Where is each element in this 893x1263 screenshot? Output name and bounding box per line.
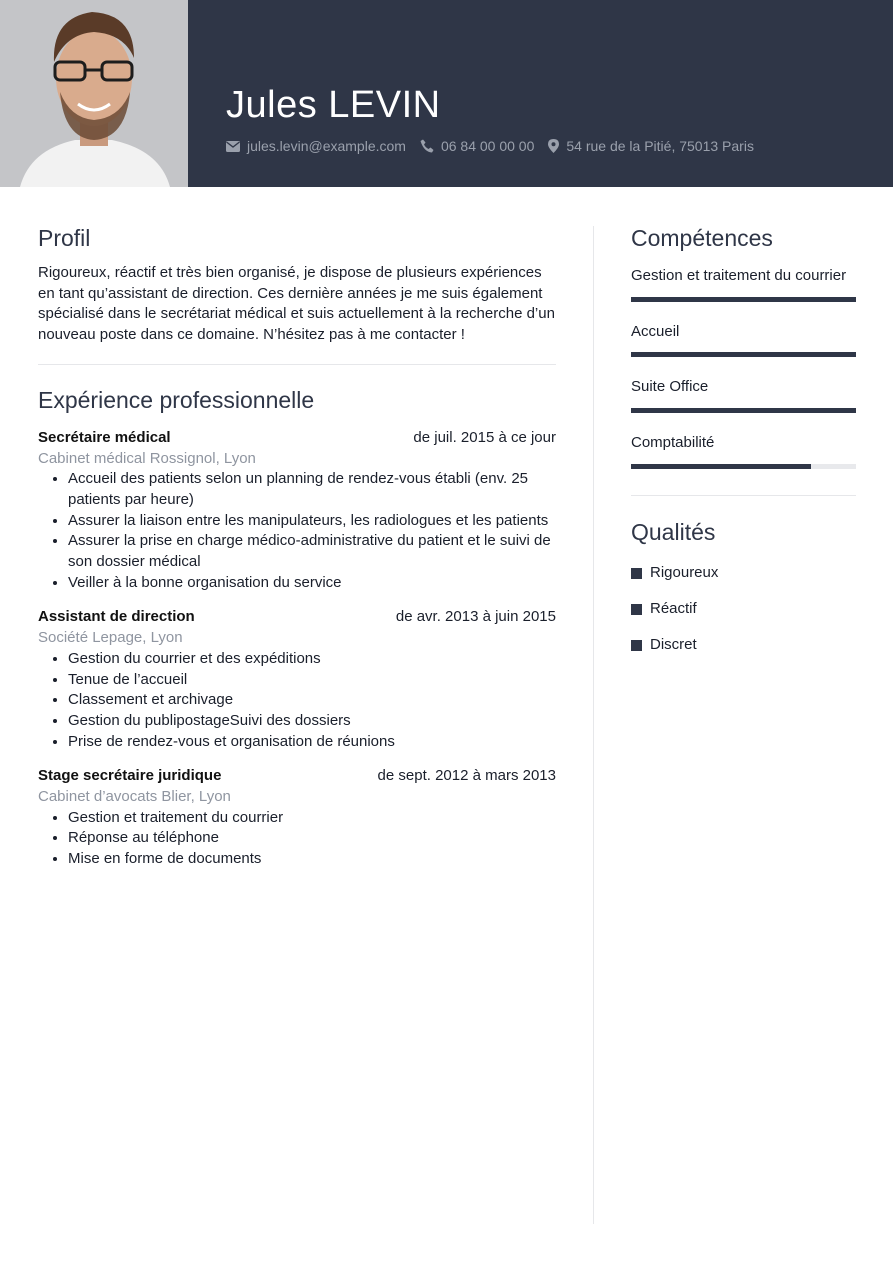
job-task: • Gestion du courrier et des expéditions <box>68 649 556 670</box>
job-company: Cabinet d’avocats Blier, Lyon <box>38 788 231 806</box>
job-task: • Gestion et traitement du courrier <box>68 808 556 829</box>
job-tasks <box>38 649 556 753</box>
resume-header <box>0 0 893 187</box>
quality-item <box>631 592 856 628</box>
skill-name: Comptabilité <box>631 434 715 452</box>
job-date: de sept. 2012 à mars 2013 <box>377 767 556 785</box>
quality-item <box>631 628 856 664</box>
job-task: • Réponse au téléphone <box>68 828 556 849</box>
column-divider <box>593 226 594 1224</box>
job-title: Secrétaire médical <box>38 428 171 446</box>
job-company: Société Lepage, Lyon <box>38 629 183 647</box>
skill-item <box>631 433 856 469</box>
job-title: Assistant de direction <box>38 608 195 626</box>
quality-label: Discret <box>650 636 697 654</box>
quality-label: Rigoureux <box>650 564 719 582</box>
qualites-list <box>631 556 856 664</box>
skill-level-bar <box>631 297 856 302</box>
address-text: 54 rue de la Pitié, 75013 Paris <box>566 138 754 154</box>
skill-item <box>631 322 856 358</box>
job-tasks <box>38 469 556 593</box>
phone-text: 06 84 00 00 00 <box>440 138 535 154</box>
candidate-name: Jules LEVIN <box>226 84 441 126</box>
email-text: jules.levin@example.com <box>247 138 406 154</box>
experience-title: Expérience professionnelle <box>38 386 315 413</box>
job-task: • Accueil des patients selon un planning de rendez-vous établi (env. 25 patients par heure) <box>68 469 556 510</box>
job-task: • Assurer la prise en charge médico-administrative du patient et le suivi de son dossier médical <box>68 531 556 572</box>
job-company: Cabinet médical Rossignol, Lyon <box>38 449 256 467</box>
envelope-icon <box>226 141 240 152</box>
profile-photo <box>0 0 188 187</box>
skill-level-bar <box>631 352 856 357</box>
skill-level-fill <box>631 408 856 413</box>
square-bullet-icon <box>631 604 642 615</box>
contact-phone <box>420 138 534 154</box>
skill-level-fill <box>631 352 856 357</box>
job-task: • Prise de rendez-vous et organisation de réunions <box>68 732 556 753</box>
job-date: de avr. 2013 à juin 2015 <box>395 608 556 626</box>
job-entry <box>38 607 556 752</box>
skill-level-fill <box>631 297 856 302</box>
job-entry <box>38 428 556 594</box>
main-column <box>38 222 556 870</box>
qualites-title: Qualités <box>631 518 716 545</box>
skill-name: Accueil <box>631 322 680 340</box>
job-title: Stage secrétaire juridique <box>38 767 222 785</box>
job-tasks <box>38 808 556 870</box>
skill-item <box>631 266 856 302</box>
quality-item <box>631 556 856 592</box>
job-task: • Classement et archivage <box>68 690 556 711</box>
section-divider <box>631 495 856 496</box>
square-bullet-icon <box>631 640 642 651</box>
skill-name: Suite Office <box>631 378 709 396</box>
profil-text: Rigoureux, réactif et très bien organisé, je dispose de plusieurs expériences en tant qu’assistant de direction. Ces dernière années je me suis également spécialisé dans le secrétariat médical et suis actuellement à la recherche d’un nouveau poste dans ce domaine. N’hésitez pas à me contacter ! <box>38 264 555 344</box>
job-date: de juil. 2015 à ce jour <box>413 428 556 446</box>
map-pin-icon <box>548 139 559 153</box>
contact-info <box>226 138 768 154</box>
skill-name: Gestion et traitement du courrier <box>631 267 847 284</box>
job-task: • Veiller à la bonne organisation du service <box>68 573 556 594</box>
job-task: • Tenue de l’accueil <box>68 670 556 691</box>
skill-level-bar <box>631 408 856 413</box>
phone-icon <box>420 139 434 153</box>
contact-email <box>226 138 406 154</box>
square-bullet-icon <box>631 568 642 579</box>
quality-label: Réactif <box>650 600 697 618</box>
sidebar-column <box>631 222 856 664</box>
skill-level-bar <box>631 464 856 469</box>
job-task: • Mise en forme de documents <box>68 849 556 870</box>
skill-item <box>631 377 856 413</box>
skill-level-fill <box>631 464 811 469</box>
profil-title: Profil <box>38 225 91 251</box>
competences-title: Compétences <box>631 225 773 251</box>
job-entry <box>38 766 556 870</box>
section-divider <box>38 364 556 365</box>
job-task: • Gestion du publipostageSuivi des dossiers <box>68 711 556 732</box>
job-task: • Assurer la liaison entre les manipulateurs, les radiologues et les patients <box>68 511 556 532</box>
contact-address <box>548 138 754 154</box>
